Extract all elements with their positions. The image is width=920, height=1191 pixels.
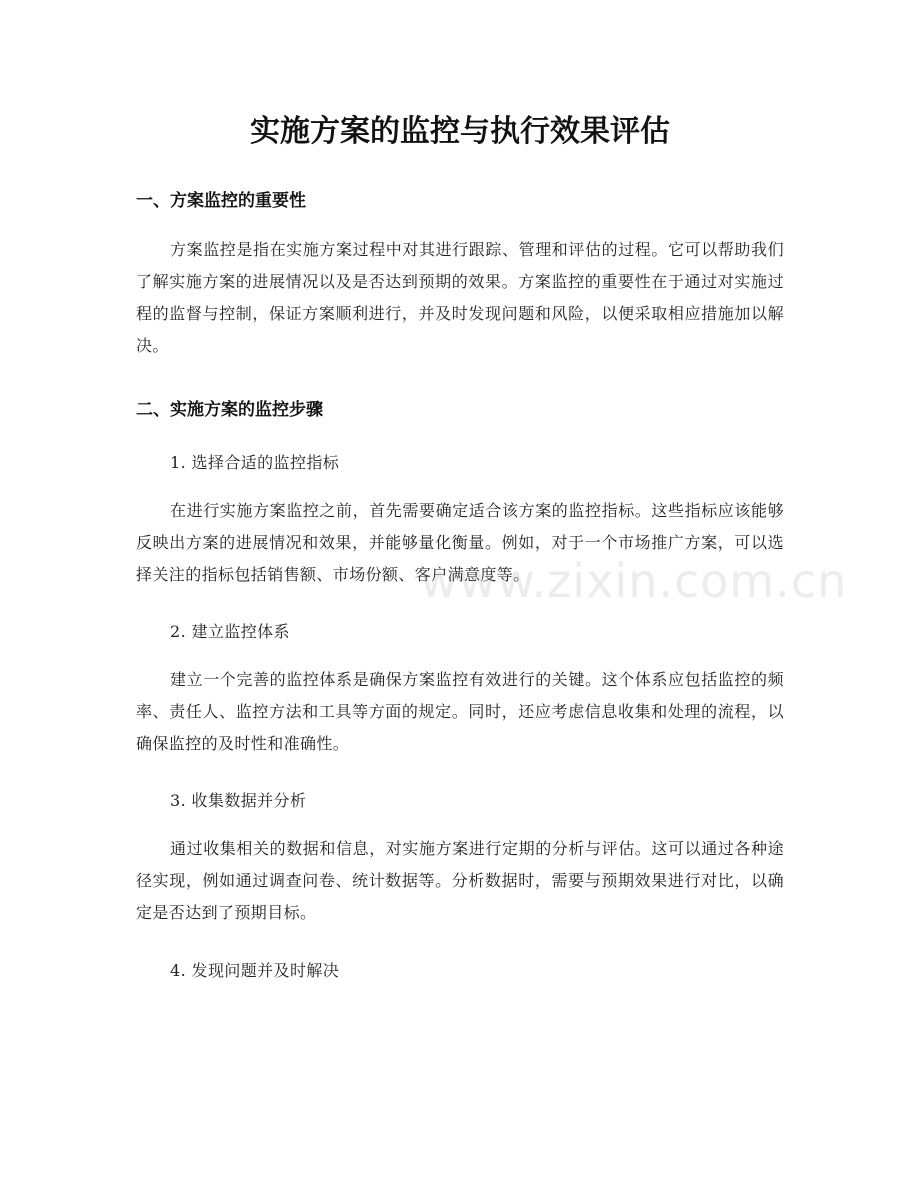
watermark-text: www.zixin.com.cn xyxy=(420,554,848,608)
step-paragraph-3: 通过收集相关的数据和信息，对实施方案进行定期的分析与评估。这可以通过各种途径实现，例如通过调查问卷、统计数据等。分析数据时，需要与预期效果进行对比，以确定是否达到了预期目标。 xyxy=(136,839,784,922)
document-page xyxy=(136,0,784,1191)
step-paragraph-1: 在进行实施方案监控之前，首先需要确定适合该方案的监控指标。这些指标应该能够反映出方案的进展情况和效果，并能够量化衡量。例如，对于一个市场推广方案，可以选择关注的指标包括销售额、市场份额、客户满意度等。 xyxy=(136,501,784,584)
document-title: 实施方案的监控与执行效果评估 xyxy=(250,114,670,149)
section-heading-importance: 一、方案监控的重要性 xyxy=(136,191,306,211)
section-heading-steps: 二、实施方案的监控步骤 xyxy=(136,400,323,420)
step-heading-4: 4. 发现问题并及时解决 xyxy=(170,961,340,980)
step-heading-2: 2. 建立监控体系 xyxy=(170,622,290,641)
step-heading-3: 3. 收集数据并分析 xyxy=(170,791,307,810)
paragraph-importance: 方案监控是指在实施方案过程中对其进行跟踪、管理和评估的过程。它可以帮助我们了解实施方案的进展情况以及是否达到预期的效果。方案监控的重要性在于通过对实施过程的监督与控制，保证方案顺利进行，并及时发现问题和风险，以便采取相应措施加以解决。 xyxy=(136,240,784,355)
step-paragraph-2: 建立一个完善的监控体系是确保方案监控有效进行的关键。这个体系应包括监控的频率、责任人、监控方法和工具等方面的规定。同时，还应考虑信息收集和处理的流程，以确保监控的及时性和准确性。 xyxy=(136,670,784,753)
step-heading-1: 1. 选择合适的监控指标 xyxy=(170,453,340,472)
